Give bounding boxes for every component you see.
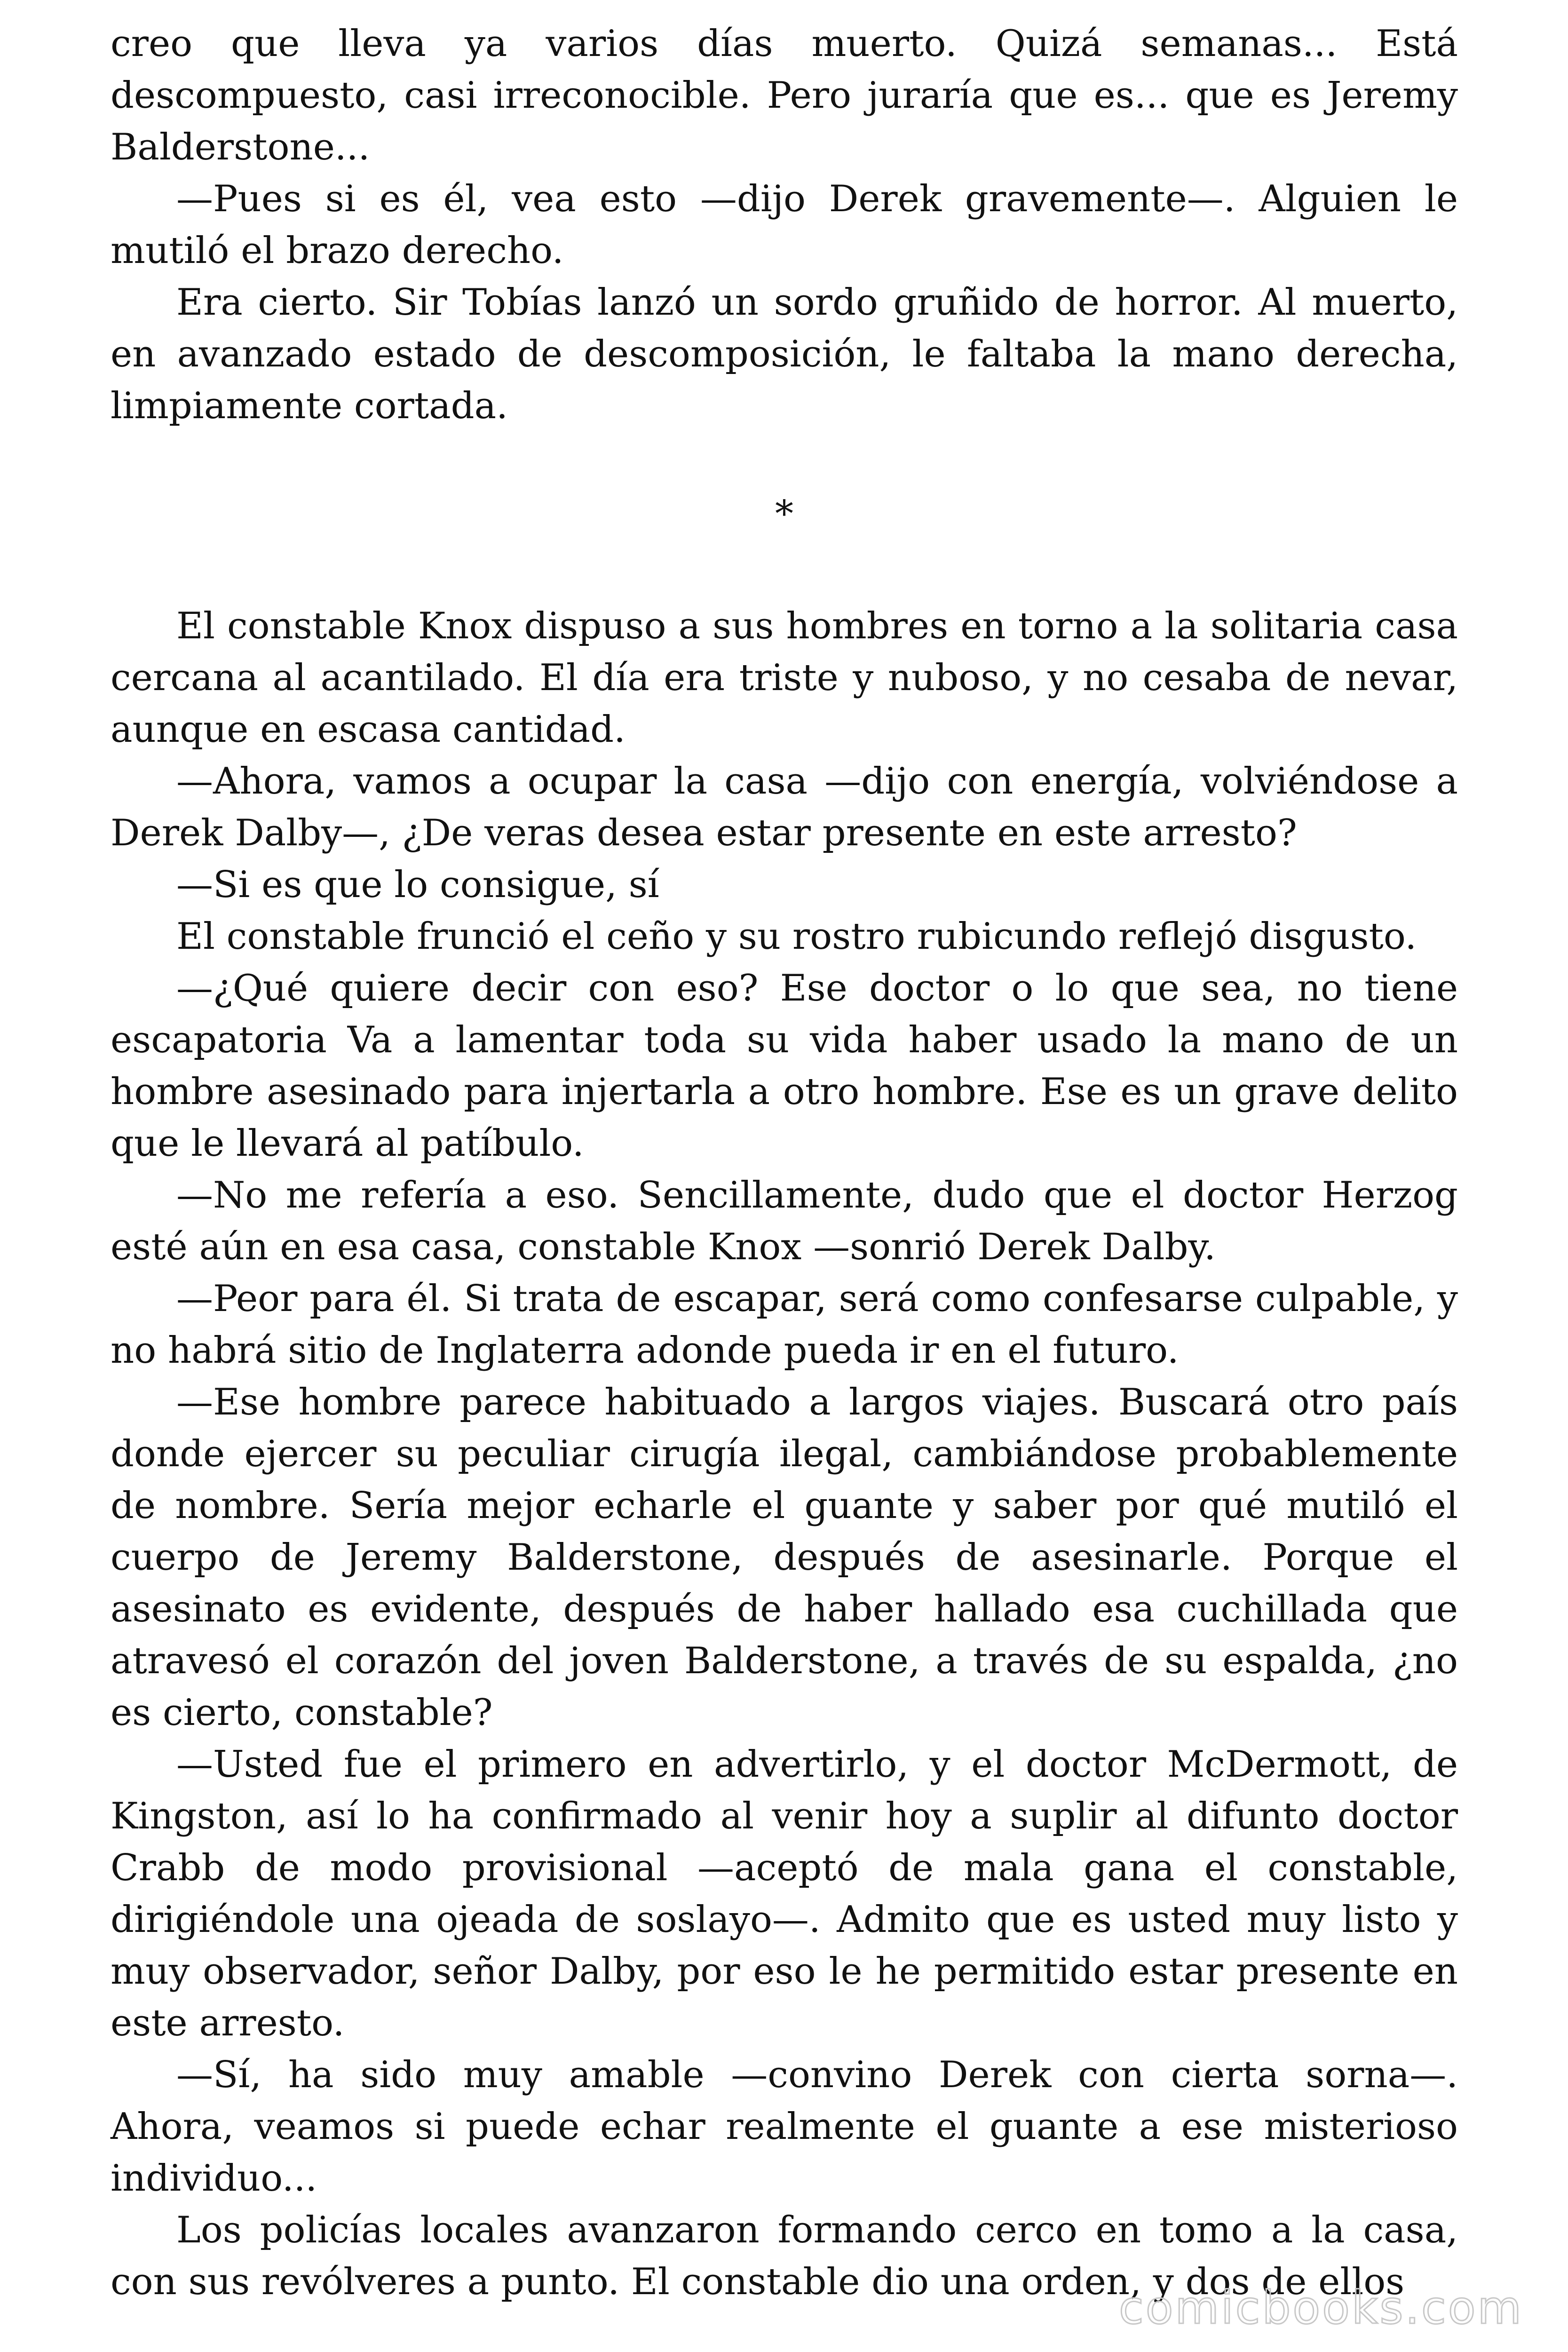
- paragraph: —Pues si es él, vea esto —dijo Derek gravemente—. Alguien le mutiló el brazo derecho.: [111, 178, 1458, 272]
- paragraph: —¿Qué quiere decir con eso? Ese doctor o lo que sea, no tiene escapatoria Va a lamentar toda su vida haber usado la mano de un hombre asesinado para injertarla a otro hombre. Ese es un grave delito que le llevará al patíbulo.: [111, 967, 1458, 1165]
- watermark: comicbooks.com: [1118, 2281, 1523, 2334]
- paragraph: creo que lleva ya varios días muerto. Quizá semanas... Está descompuesto, casi irreconocible. Pero juraría que es... que es Jeremy Balderstone...: [111, 23, 1458, 168]
- paragraph: El constable Knox dispuso a sus hombres en torno a la solitaria casa cercana al acantilado. El día era triste y nuboso, y no cesaba de nevar, aunque en escasa cantidad.: [111, 605, 1458, 751]
- paragraph: —Si es que lo consigue, sí: [176, 864, 659, 906]
- paragraph: —No me refería a eso. Sencillamente, dudo que el doctor Herzog esté aún en esa casa, constable Knox —sonrió Derek Dalby.: [111, 1174, 1458, 1268]
- paragraph: —Usted fue el primero en advertirlo, y el doctor McDermott, de Kingston, así lo ha confirmado al venir hoy a suplir al difunto doctor Crabb de modo provisional —aceptó de mala gana el constable, dirigiéndole una ojeada de soslayo—. Admito que es usted muy listo y muy observador, señor Dalby, por eso le he permitido estar presente en este arresto.: [111, 1743, 1458, 2044]
- paragraph: Era cierto. Sir Tobías lanzó un sordo gruñido de horror. Al muerto, en avanzado estado de descomposición, le faltaba la mano derecha, limpiamente cortada.: [111, 281, 1458, 427]
- paragraph: —Ese hombre parece habituado a largos viajes. Buscará otro país donde ejercer su peculiar cirugía ilegal, cambiándose probablemente de nombre. Sería mejor echarle el guante y saber por qué mutiló el cuerpo de Jeremy Balderstone, después de asesinarle. Porque el asesinato es evidente, después de haber hallado esa cuchillada que atravesó el corazón del joven Balderstone, a través de su espalda, ¿no es cierto, constable?: [111, 1381, 1458, 1734]
- book-page: [111, 18, 1458, 2308]
- paragraph: Los policías locales avanzaron formando cerco en tomo a la casa, con sus revólveres a punto. El constable dio una orden, y dos de ellos: [111, 2209, 1458, 2303]
- section-separator: *: [775, 493, 793, 535]
- paragraph: —Peor para él. Si trata de escapar, será como confesarse culpable, y no habrá sitio de Inglaterra adonde pueda ir en el futuro.: [111, 1278, 1458, 1372]
- paragraph: El constable frunció el ceño y su rostro rubicundo reflejó disgusto.: [176, 915, 1417, 958]
- paragraph: —Sí, ha sido muy amable —convino Derek con cierta sorna—. Ahora, veamos si puede echar realmente el guante a ese misterioso individuo...: [111, 2054, 1458, 2200]
- paragraph: —Ahora, vamos a ocupar la casa —dijo con energía, volviéndose a Derek Dalby—, ¿De veras desea estar presente en este arresto?: [111, 760, 1458, 854]
